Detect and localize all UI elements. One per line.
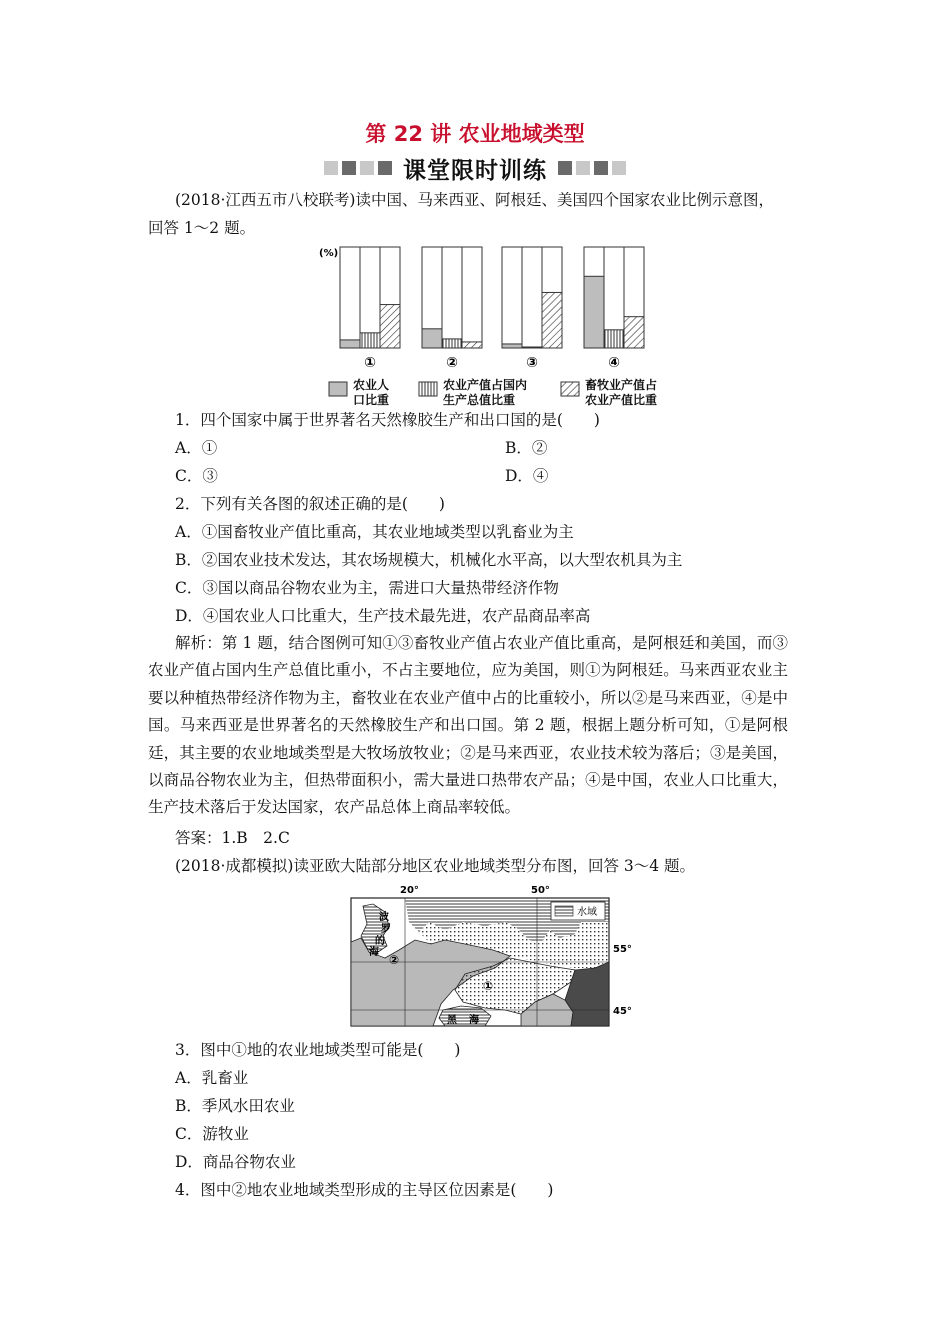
banner-decor-square — [576, 161, 590, 175]
category-label: ③ — [526, 355, 538, 371]
banner-decor-square — [342, 161, 356, 175]
q2-option-c[interactable]: C．③国以商品谷物农业为主，需进口大量热带经济作物 — [175, 579, 559, 597]
map-sea-label: 波 — [379, 912, 389, 923]
map-sea-label: 海 — [469, 1015, 479, 1026]
category-label: ④ — [608, 355, 620, 371]
bar-frame — [502, 247, 522, 348]
q1-stem: 1．四个国家中属于世界著名天然橡胶生产和出口国的是( ) — [175, 411, 600, 429]
page-title: 第 22 讲 农业地域类型 — [365, 122, 585, 146]
bar-frame — [522, 247, 542, 348]
bar-3-series-1 — [502, 344, 522, 348]
q2-option-d[interactable]: D．④国农业人口比重大，生产技术最先进，农产品商品率高 — [175, 607, 591, 625]
banner-decor-square — [324, 161, 338, 175]
bar-1-series-2 — [360, 333, 380, 348]
q3-option-a[interactable]: A．乳畜业 — [175, 1069, 249, 1087]
chart-ylabel: (%) — [319, 248, 339, 259]
bar-frame — [442, 247, 462, 348]
bar-frame — [462, 247, 482, 348]
answer-text: 答案：1.B 2.C — [175, 829, 290, 847]
q3-option-d[interactable]: D．商品谷物农业 — [175, 1153, 296, 1171]
q3-option-b[interactable]: B．季风水田农业 — [175, 1097, 295, 1115]
q2-stem: 2．下列有关各图的叙述正确的是( ) — [175, 495, 445, 513]
intro-text-1: (2018·江西五市八校联考)读中国、马来西亚、阿根廷、美国四个国家农业比例示意图， — [175, 191, 774, 209]
map-legend — [551, 902, 605, 920]
intro-text-1b: 回答 1～2 题。 — [148, 219, 256, 237]
legend-label-1: 农业人 口比重 — [353, 378, 390, 407]
map-lat-label-45: 45° — [613, 1006, 632, 1017]
legend-swatch-diagonal — [560, 381, 582, 399]
banner-decor-square — [360, 161, 374, 175]
legend-label-3: 畜牧业产值占 农业产值比重 — [585, 378, 658, 407]
q1-option-d[interactable]: D．④ — [505, 467, 549, 485]
q2-option-b[interactable]: B．②国农业技术发达，其农场规模大，机械化水平高，以大型农机具为主 — [175, 551, 683, 569]
q1-option-a[interactable]: A．① — [175, 439, 218, 457]
q1-option-c[interactable]: C．③ — [175, 467, 218, 485]
q2-option-a[interactable]: A．①国畜牧业产值比重高，其农业地域类型以乳畜业为主 — [175, 523, 574, 541]
map-lon-label-50: 50° — [531, 885, 550, 896]
analysis-paragraph: 解析：第 1 题，结合图例可知①③畜牧业产值占农业产值比重高，是阿根廷和美国，而③农业产值占国内生产总值比重小，不占主要地位，应为美国，则①为阿根廷。马来西亚农业主要以种植热带经济作物为主，畜牧业在农业产值中占的比重较小，所以②是马来西亚，④是中国。马来西亚是世界著名的天然橡胶生产和出口国。第 2 题，根据上题分析可知，①是阿根廷，其主要的农业地域类型是大牧场放牧业；②是马来西亚，农业技术较为落后；③是美国，以商品谷物农业为主，但热带面积小，需大量进口热带农产品；④是中国，农业人口比重大，生产技术落后于发达国家，农产品总体上商品率较低。 — [148, 634, 788, 817]
bar-2-series-1 — [422, 329, 442, 348]
q3-stem: 3．图中①地的农业地域类型可能是( ) — [175, 1041, 461, 1059]
bar-3-series-2 — [522, 347, 542, 348]
q1-option-b[interactable]: B．② — [505, 439, 548, 457]
map-legend-label: 水域 — [577, 907, 597, 918]
legend-swatch-gray — [328, 381, 350, 399]
bar-3-series-3 — [542, 292, 562, 348]
bar-1-series-1 — [340, 340, 360, 348]
map-lat-label-55: 55° — [613, 944, 632, 955]
bar-1-series-3 — [380, 305, 400, 348]
section-banner — [0, 152, 950, 185]
map-sea-label: 海 — [369, 947, 379, 958]
category-label: ① — [364, 355, 376, 371]
banner-decor-square — [378, 161, 392, 175]
banner-decor-square — [594, 161, 608, 175]
map-lon-label-20: 20° — [400, 885, 419, 896]
map-sea-label: 黑 — [447, 1015, 457, 1026]
map-sea-label: 罗 — [381, 924, 391, 935]
bar-2-series-3 — [462, 342, 482, 348]
legend-label-2: 农业产值占国内 生产总值比重 — [443, 378, 528, 407]
banner-text: 课堂限时训练 — [403, 158, 547, 184]
map-sea-label: 的 — [375, 936, 385, 947]
banner-decor-square — [558, 161, 572, 175]
intro-text-2: (2018·成都模拟)读亚欧大陆部分地区农业地域类型分布图，回答 3～4 题。 — [175, 857, 696, 875]
bar-4-series-3 — [624, 317, 644, 348]
q3-option-c[interactable]: C．游牧业 — [175, 1125, 249, 1143]
map-marker-2: ② — [389, 953, 400, 967]
bar-2-series-2 — [442, 339, 462, 348]
q4-stem: 4．图中②地农业地域类型形成的主导区位因素是( ) — [175, 1181, 554, 1199]
bar-4-series-1 — [584, 276, 604, 348]
bar-4-series-2 — [604, 330, 624, 348]
banner-decor-square — [612, 161, 626, 175]
legend-swatch-vertical-stripes — [418, 381, 440, 399]
map-marker-1: ① — [483, 979, 494, 993]
eurasia-agriculture-map — [345, 882, 645, 1032]
category-label: ② — [446, 355, 458, 371]
bar-frame — [340, 247, 360, 348]
